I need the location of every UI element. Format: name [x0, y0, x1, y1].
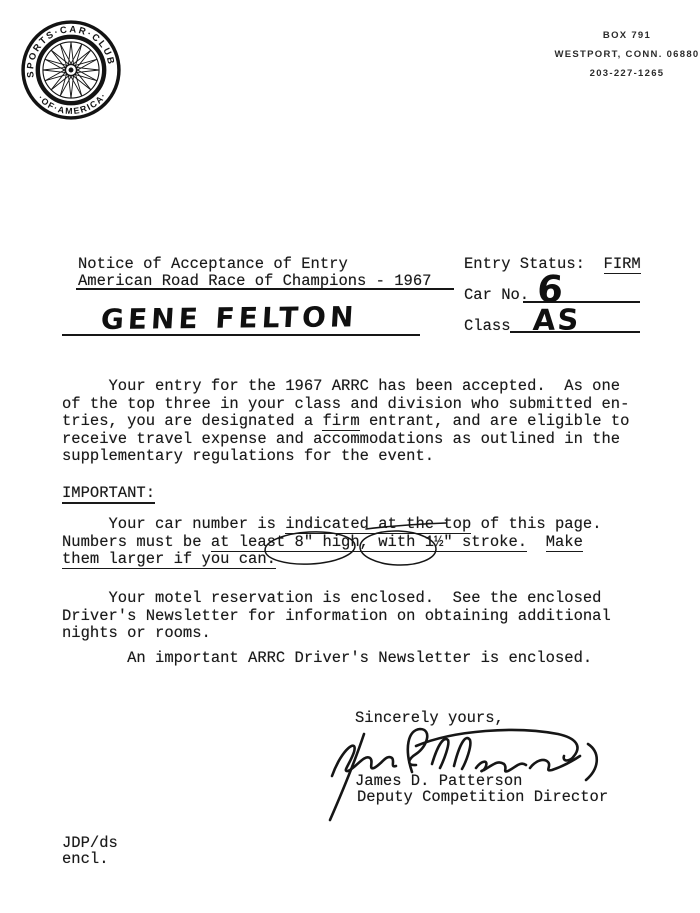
text-line: tries, you are designated a firm entrant, and are eligible to — [62, 412, 630, 430]
address-phone-line: 203-227-1265 — [589, 68, 665, 79]
svg-text:·OF·AMERICA·: ·OF·AMERICA· — [35, 90, 109, 117]
important-heading: IMPORTANT: — [62, 484, 156, 502]
notice-title-line1: Notice of Acceptance of Entry — [78, 255, 348, 273]
paragraph-newsletter — [62, 650, 592, 668]
letterhead-address — [533, 26, 700, 83]
car-no-label: Car No. — [464, 286, 530, 304]
typist-initials: JDP/ds — [62, 834, 118, 852]
notice-title-line2-underline — [76, 272, 454, 290]
signer-name: James D. Patterson — [355, 772, 523, 790]
car-no-value: 6 — [536, 267, 565, 311]
text-line: Driver's Newsletter for information on obtaining additional — [62, 606, 611, 625]
text-line: nights or rooms. — [62, 624, 211, 642]
closing-salutation: Sincerely yours, — [355, 709, 504, 727]
text-line: Entry Status: FIRM — [464, 255, 641, 273]
address-box-line: BOX 791 — [602, 30, 652, 41]
paragraph-motel — [62, 590, 611, 643]
important-heading-wrap — [62, 484, 155, 503]
text-line: them larger if you can. — [62, 550, 276, 568]
class-value: AS — [532, 302, 582, 337]
text-line: Numbers must be at least 8" high, with 1½" stroke. Make — [62, 532, 583, 551]
text-line: An important ARRC Driver's Newsletter is enclosed. — [62, 649, 593, 667]
wire-wheel-seal-icon — [20, 18, 122, 122]
text-line: supplementary regulations for the event. — [62, 447, 435, 465]
svg-text:SPORTS·CAR·CLUB: SPORTS·CAR·CLUB — [25, 24, 117, 79]
notice-title-line2: American Road Race of Champions - 1967 — [78, 272, 432, 290]
text-line: Your entry for the 1967 ARRC has been accepted. As one — [62, 377, 621, 395]
entrant-name: GENE FELTON — [100, 300, 359, 336]
paragraph-acceptance — [62, 378, 629, 466]
class-label: Class — [464, 317, 511, 335]
scca-logo-seal — [20, 18, 122, 122]
signer-title: Deputy Competition Director — [357, 788, 609, 806]
text-line: Your motel reservation is enclosed. See the enclosed — [62, 589, 602, 607]
text-line: receive travel expense and accommodations as outlined in the — [62, 429, 621, 448]
address-city-line: WESTPORT, CONN. 06880 — [554, 49, 700, 60]
text-line: Your car number is indicated at the top of this page. — [62, 515, 602, 533]
text-line: of the top three in your class and division who submitted en- — [62, 394, 630, 413]
paragraph-car-number — [62, 516, 602, 569]
enclosure-note: encl. — [62, 850, 109, 868]
